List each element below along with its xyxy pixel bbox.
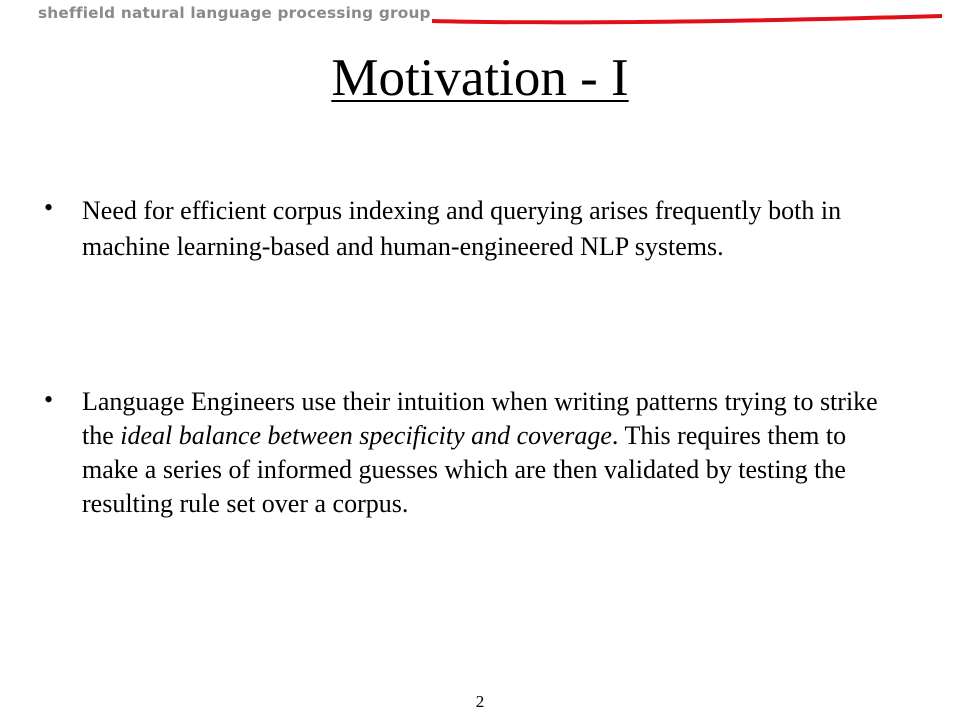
slide-title-text: Motivation - I [331, 49, 629, 107]
bullet-text-emphasis: ideal balance between specificity and coverage [120, 421, 612, 450]
bullet-text [82, 385, 882, 521]
header-red-rule-stroke [432, 14, 942, 24]
bullet-text: Need for efficient corpus indexing and querying arises frequently both in machine learning-based and human-engineered NLP systems. [82, 196, 842, 261]
bullet-dot: • [44, 385, 54, 414]
header-red-rule [432, 10, 942, 28]
bullet-dot: • [44, 193, 54, 222]
bullet-text-start: Language Engineers use their intuition when writing patterns trying to strike the [82, 387, 878, 450]
bullet-text-end: . This requires them to make a series of informed guesses which are then validated by testing the resulting rule set over a corpus. [82, 421, 847, 518]
header-logo: sheffield natural language processing group [38, 4, 431, 22]
page-number: 2 [475, 692, 485, 711]
slide-title [0, 45, 960, 111]
